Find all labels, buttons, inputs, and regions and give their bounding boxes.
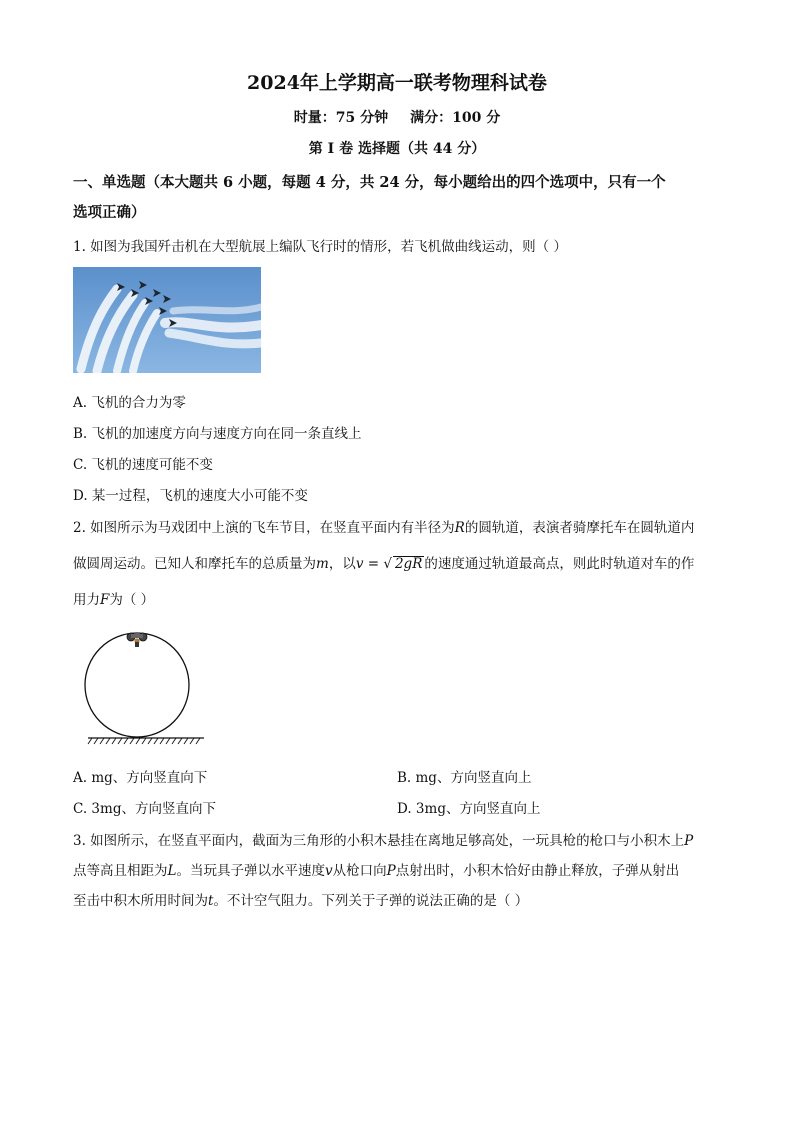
exam-time: 时量：75 分钟 bbox=[293, 110, 389, 126]
q1-option-d: D. 某一过程，飞机的速度大小可能不变 bbox=[73, 488, 308, 504]
question-3-line2: 点等高且相距为L。当玩具子弹以水平速度v从枪口向P点射出时，小积木恰好由静止释放，子弹从射出 bbox=[73, 863, 680, 879]
section-heading-line2: 选项正确） bbox=[73, 204, 146, 221]
jet-formation-photo bbox=[73, 267, 261, 373]
question-1-stem: 1. 如图为我国歼击机在大型航展上编队飞行时的情形，若飞机做曲线运动，则（ ） bbox=[73, 239, 567, 255]
exam-title: 2024年上学期高一联考物理科试卷 bbox=[247, 72, 547, 94]
question-2-line3: 用力F为（ ） bbox=[73, 592, 155, 608]
motorcycle-icon bbox=[127, 633, 147, 647]
question-3-line3: 至击中积木所用时间为t。不计空气阻力。下列关于子弹的说法正确的是（ ） bbox=[73, 893, 529, 909]
exam-score: 满分：100 分 bbox=[410, 110, 501, 126]
q2-option-c: C. 3mg、方向竖直向下 bbox=[73, 801, 216, 817]
q1-option-c: C. 飞机的速度可能不变 bbox=[73, 457, 213, 473]
question-3-line1: 3. 如图所示，在竖直平面内，截面为三角形的小积木悬挂在离地足够高处，一玩具枪的枪口与小积木上P bbox=[73, 833, 694, 849]
circular-track-diagram bbox=[82, 628, 206, 746]
sqrt-content: 2gR bbox=[394, 556, 423, 572]
q2-option-a: A. mg、方向竖直向下 bbox=[73, 770, 208, 786]
q1-option-a: A. 飞机的合力为零 bbox=[73, 395, 186, 411]
volume-heading: 第 I 卷 选择题（共 44 分） bbox=[308, 141, 486, 157]
question-2-line2: 做圆周运动。已知人和摩托车的总质量为m，以v = √ 2gR 的速度通过轨道最高点，则此时轨道对车的作 bbox=[73, 556, 695, 572]
q2-option-b: B. mg、方向竖直向上 bbox=[397, 770, 532, 786]
q2-option-d: D. 3mg、方向竖直向上 bbox=[397, 801, 541, 817]
section-heading-line1: 一、单选题（本大题共 6 小题，每题 4 分，共 24 分，每小题给出的四个选项中，只有一个 bbox=[73, 174, 666, 191]
exam-meta bbox=[0, 107, 794, 127]
q1-option-b: B. 飞机的加速度方向与速度方向在同一条直线上 bbox=[73, 426, 362, 442]
question-2-line1: 2. 如图所示为马戏团中上演的飞车节目，在竖直平面内有半径为R的圆轨道，表演者骑摩托车在圆轨道内 bbox=[73, 520, 695, 536]
sqrt-symbol: √ bbox=[383, 556, 392, 572]
